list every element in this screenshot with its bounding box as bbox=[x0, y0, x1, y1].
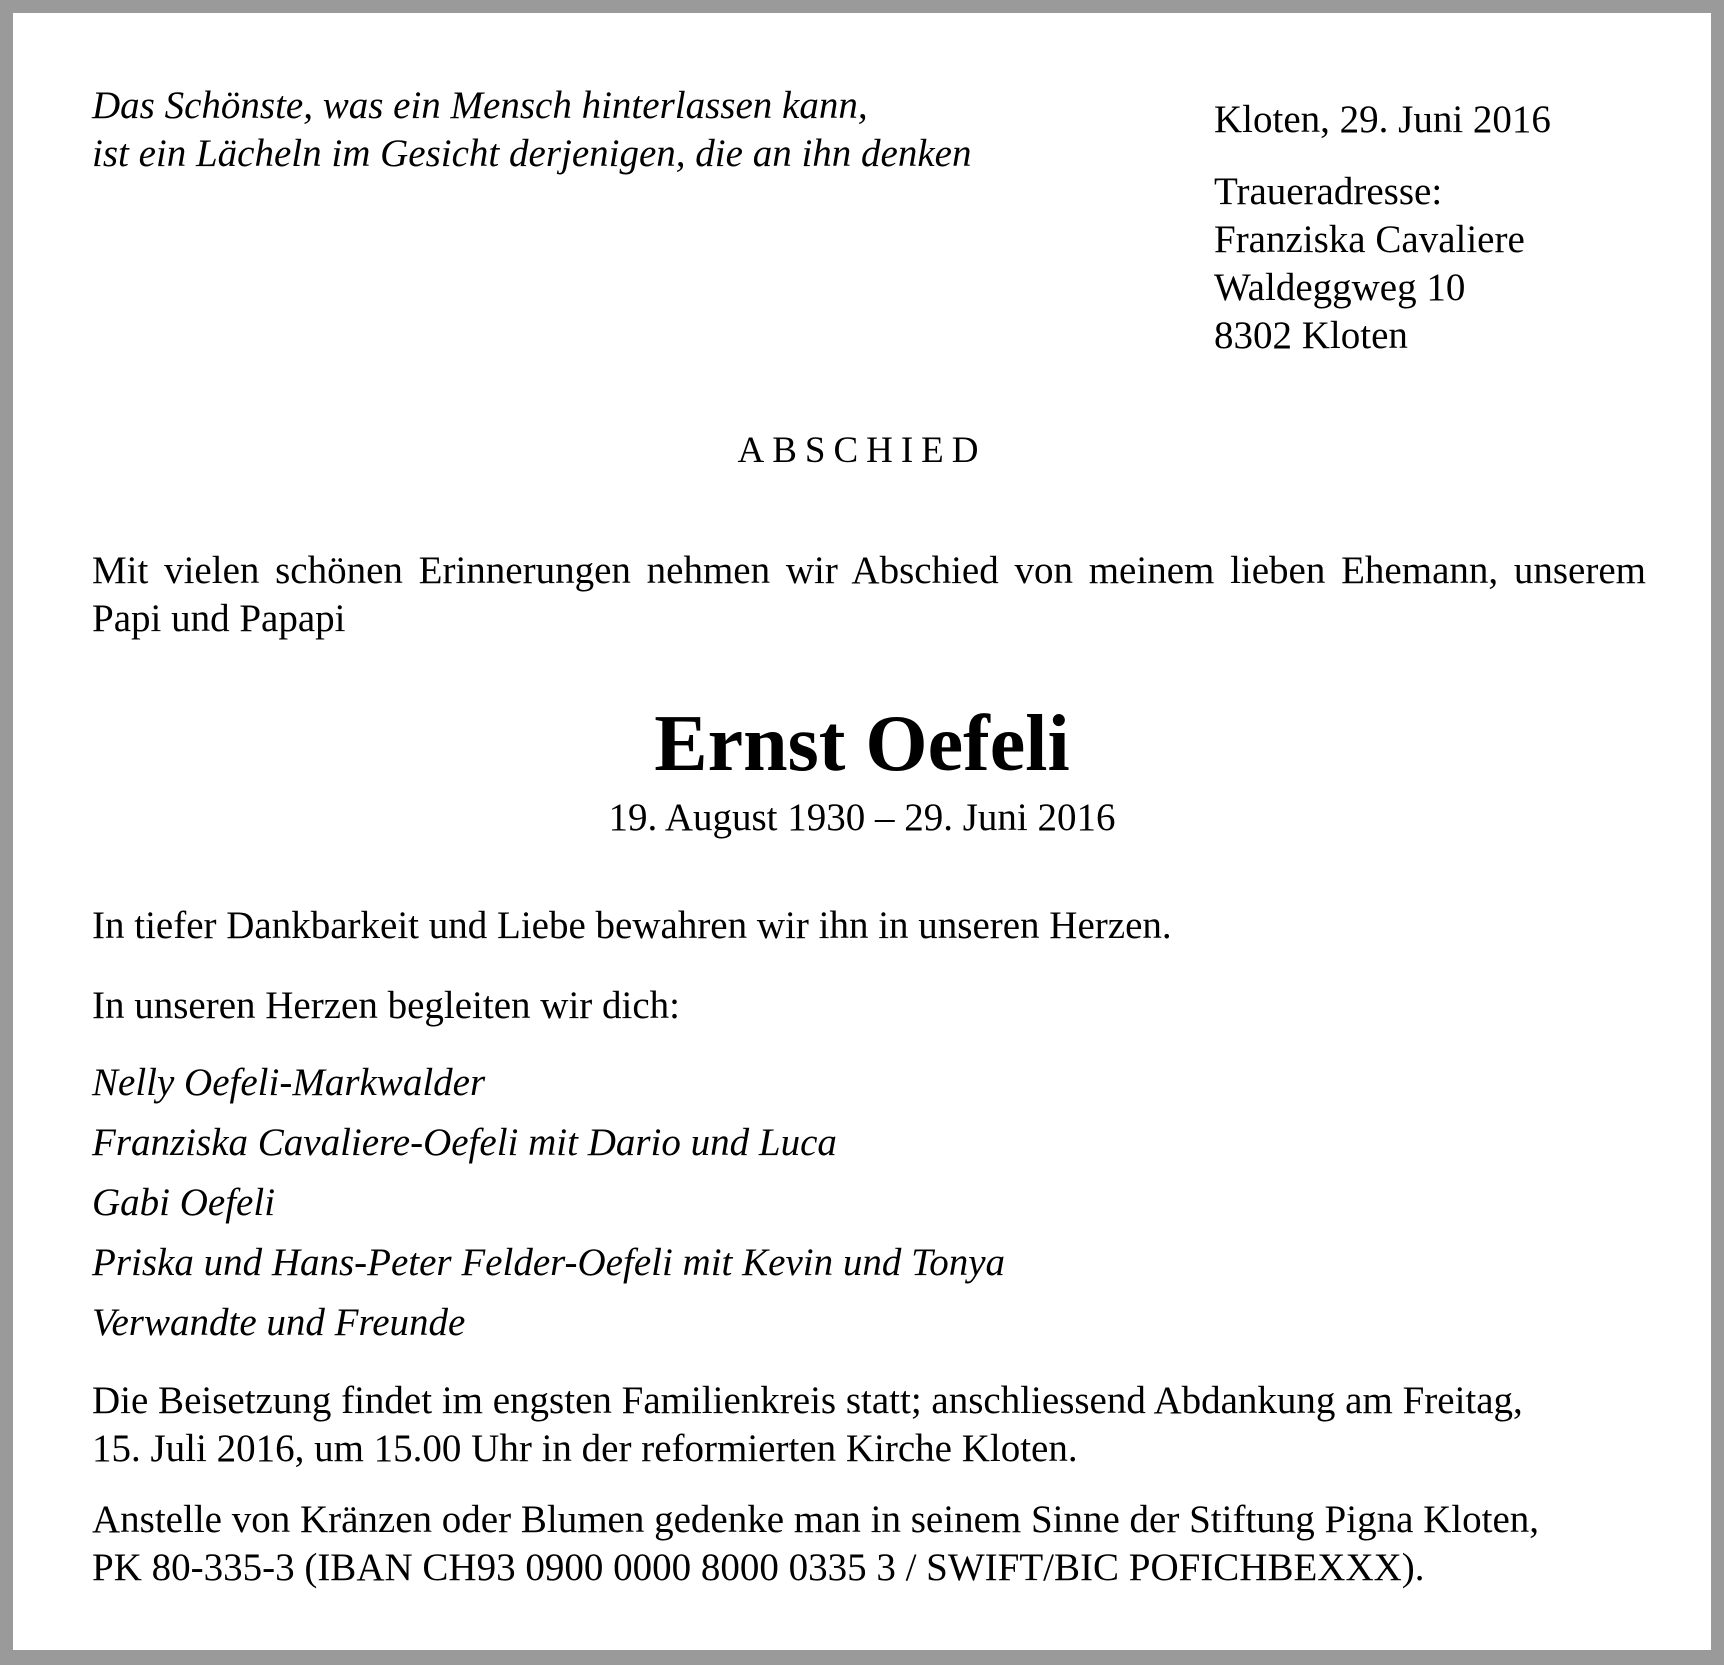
accompany-text: In unseren Herzen begleiten wir dich: bbox=[92, 984, 681, 1027]
motto-quote bbox=[92, 82, 971, 178]
address-street: Waldeggweg 10 bbox=[1214, 266, 1466, 309]
mourner-item: Priska und Hans-Peter Felder-Oefeli mit Kevin und Tonya bbox=[92, 1241, 1006, 1284]
donation-line-1: Anstelle von Kränzen oder Blumen gedenke man in seinem Sinne der Stiftung Pigna Kloten, bbox=[92, 1498, 1540, 1541]
mourner-item: Franziska Cavaliere-Oefeli mit Dario und Luca bbox=[92, 1121, 837, 1164]
place-date: Kloten, 29. Juni 2016 bbox=[1214, 98, 1551, 141]
intro-text: Mit vielen schönen Erinnerungen nehmen wir Abschied von meinem lieben Ehemann, unserem Papi und Papapi bbox=[92, 549, 1646, 640]
mourner-item: Verwandte und Freunde bbox=[92, 1301, 466, 1344]
address-city: 8302 Kloten bbox=[1214, 314, 1408, 357]
mourner-item: Nelly Oefeli-Markwalder bbox=[92, 1061, 486, 1104]
life-dates: 19. August 1930 – 29. Juni 2016 bbox=[608, 796, 1116, 839]
donation-info bbox=[92, 1496, 1646, 1592]
notice-heading: ABSCHIED bbox=[737, 430, 987, 471]
motto-line-1: Das Schönste, was ein Mensch hinterlassen kann, bbox=[92, 84, 868, 127]
mourners-list bbox=[92, 1053, 1005, 1353]
mourning-address bbox=[1214, 168, 1525, 360]
funeral-line-2: 15. Juli 2016, um 15.00 Uhr in der reformierten Kirche Kloten. bbox=[92, 1427, 1078, 1470]
funeral-info bbox=[92, 1377, 1646, 1473]
gratitude-text: In tiefer Dankbarkeit und Liebe bewahren wir ihn in unseren Herzen. bbox=[92, 904, 1172, 947]
address-name: Franziska Cavaliere bbox=[1214, 218, 1525, 261]
donation-line-2: PK 80-335-3 (IBAN CH93 0900 0000 8000 0335 3 / SWIFT/BIC POFICHBEXXX). bbox=[92, 1546, 1425, 1589]
motto-line-2: ist ein Lächeln im Gesicht derjenigen, die an ihn denken bbox=[92, 132, 972, 175]
mourner-item: Gabi Oefeli bbox=[92, 1181, 276, 1224]
address-label: Traueradresse: bbox=[1214, 170, 1443, 213]
funeral-line-1: Die Beisetzung findet im engsten Familienkreis statt; anschliessend Abdankung am Freitag, bbox=[92, 1379, 1523, 1422]
deceased-name: Ernst Oefeli bbox=[654, 700, 1070, 788]
